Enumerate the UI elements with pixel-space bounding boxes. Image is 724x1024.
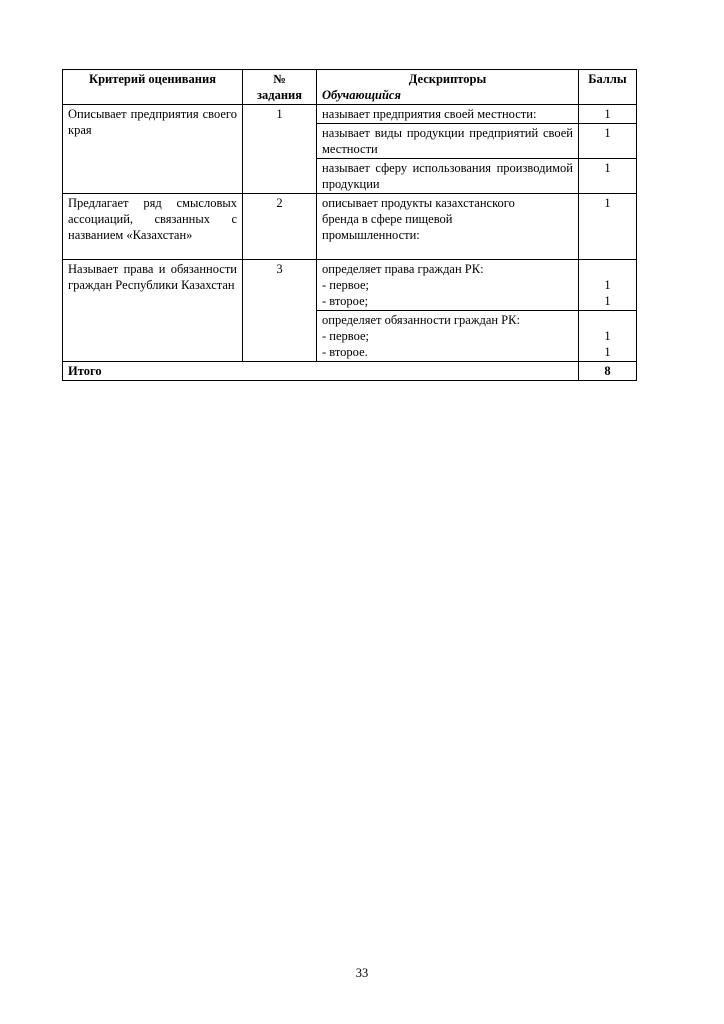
points-cell: 1 <box>579 159 637 194</box>
criterion-cell: Предлагает ряд смысловых ассоциаций, связанных с названием «Казахстан» <box>63 194 243 260</box>
descriptor-line: определяет права граждан РК: <box>322 262 484 276</box>
task-number-cell: 3 <box>243 260 317 362</box>
table-row <box>63 260 637 311</box>
criterion-cell: Описывает предприятия своего края <box>63 105 243 194</box>
table-row <box>63 105 637 124</box>
criterion-cell: Называет права и обязанности граждан Республики Казахстан <box>63 260 243 362</box>
points-line: 1 <box>604 329 611 343</box>
points-cell <box>579 311 637 362</box>
points-cell: 1 <box>579 124 637 159</box>
descriptor-line: - второе. <box>322 345 368 359</box>
header-descriptors-sub: Обучающийся <box>322 88 401 102</box>
descriptor-line: - первое; <box>322 278 370 292</box>
points-cell <box>579 260 637 311</box>
header-descriptors-title: Дескрипторы <box>408 72 487 86</box>
total-row <box>63 362 637 381</box>
points-line: 1 <box>604 294 611 308</box>
header-points: Баллы <box>579 70 637 105</box>
task-number-cell: 1 <box>243 105 317 194</box>
points-line: 1 <box>604 345 611 359</box>
header-criterion: Критерий оценивания <box>63 70 243 105</box>
descriptor-line: определяет обязанности граждан РК: <box>322 313 520 327</box>
page-number: 33 <box>355 966 369 980</box>
points-cell: 1 <box>579 105 637 124</box>
points-line <box>584 312 631 328</box>
descriptor-line: - второе; <box>322 294 369 308</box>
assessment-table <box>62 69 637 381</box>
total-points: 8 <box>579 362 637 381</box>
points-cell: 1 <box>579 194 637 260</box>
descriptor-cell: называет предприятия своей местности: <box>317 105 579 124</box>
table-row <box>63 194 637 260</box>
points-line: 1 <box>604 278 611 292</box>
task-number-cell: 2 <box>243 194 317 260</box>
descriptor-cell <box>317 311 579 362</box>
header-task-no-sub: задания <box>256 88 302 102</box>
header-descriptors <box>317 70 579 105</box>
descriptor-cell: называет сферу использования производимой продукции <box>317 159 579 194</box>
header-task-no <box>243 70 317 105</box>
table-header-row <box>63 70 637 105</box>
descriptor-cell: описывает продукты казахстанского бренда в сфере пищевой промышленности: <box>317 194 579 260</box>
descriptor-cell: называет виды продукции предприятий своей местности <box>317 124 579 159</box>
total-label: Итого <box>63 362 579 381</box>
descriptor-line: - первое; <box>322 329 370 343</box>
header-task-no-symbol: № <box>273 72 286 86</box>
points-line <box>584 261 631 277</box>
descriptor-cell <box>317 260 579 311</box>
